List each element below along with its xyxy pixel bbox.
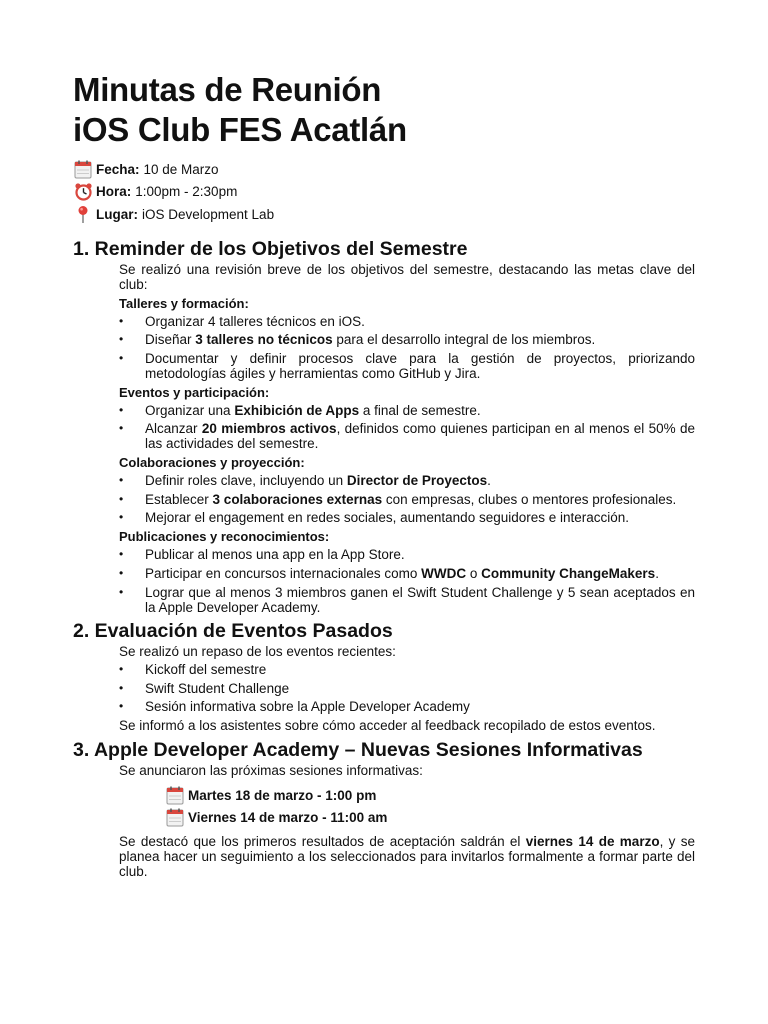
section-2-body [73,644,695,733]
meeting-details [73,158,695,226]
list-item: • Organizar una Exhibición de Apps a final de semestre. [119,403,695,418]
time-label: Hora: [96,184,132,200]
place-label: Lugar: [96,206,138,222]
calendar-icon [165,785,185,805]
list-item: • Documentar y definir procesos clave para la gestión de proyectos, priorizando metodologías ágiles y herramientas como GitHub y Jira. [119,351,695,381]
sessions-list [73,784,695,828]
list-item: • Participar en concursos internacionales como WWDC o Community ChangeMakers. [119,566,695,581]
list-item: • Diseñar 3 talleres no técnicos para el desarrollo integral de los miembros. [119,332,695,347]
section-2-intro: Se realizó un repaso de los eventos recientes: [119,644,396,660]
list-item: • Swift Student Challenge [119,681,695,696]
date-row [73,158,695,181]
calendar-icon [73,159,93,179]
list-item: • Organizar 4 talleres técnicos en iOS. [119,314,695,329]
time-value: 1:00pm - 2:30pm [135,184,238,200]
list-item: • Establecer 3 colaboraciones externas con empresas, clubes o mentores profesionales. [119,492,695,507]
section-past-events [73,618,695,733]
list-item: • Mejorar el engagement en redes sociales, aumentando seguidores e interacción. [119,510,695,525]
list-item: • Sesión informativa sobre la Apple Developer Academy [119,699,695,714]
group-talleres-title: Talleres y formación: [119,295,249,311]
time-row [73,181,695,204]
place-row [73,203,695,226]
title-line-1: Minutas de Reunión [73,71,382,108]
group-publicaciones-list [119,547,695,614]
group-colaboraciones-list [119,473,695,525]
group-talleres-list [119,314,695,381]
group-eventos-list [119,403,695,452]
alarm-clock-icon [73,182,93,202]
section-3-body-outro [73,834,695,879]
list-item: • Lograr que al menos 3 miembros ganen el Swift Student Challenge y 5 sean aceptados en la Apple Developer Academy. [119,585,695,615]
section-2-heading: 2. Evaluación de Eventos Pasados [73,620,393,643]
section-1-heading: 1. Reminder de los Objetivos del Semestre [73,237,468,260]
section-3-outro: Se destacó que los primeros resultados de aceptación saldrán el viernes 14 de marzo, y se planea hacer un seguimiento a los seleccionados para invitarlos formalmente a formar parte del club. [119,834,695,880]
group-publicaciones-title: Publicaciones y reconocimientos: [119,529,330,545]
past-events-list [119,662,695,714]
list-item: • Definir roles clave, incluyendo un Director de Proyectos. [119,473,695,488]
section-2-outro: Se informó a los asistentes sobre cómo acceder al feedback recopilado de estos eventos. [119,718,656,734]
group-colaboraciones-title: Colaboraciones y proyección: [119,455,305,471]
calendar-icon [165,807,185,827]
section-3-body-intro [73,763,695,778]
session-item [119,806,695,828]
pin-icon [73,204,93,224]
section-academy-sessions [73,737,695,879]
date-label: Fecha: [96,161,140,177]
list-item: • Alcanzar 20 miembros activos, definidos como quienes participan en al menos el 50% de las actividades del semestre. [119,421,695,451]
session-text: Viernes 14 de marzo - 11:00 am [188,809,388,825]
session-text: Martes 18 de marzo - 1:00 pm [188,787,377,803]
place-value: iOS Development Lab [142,206,275,222]
title-line-2: iOS Club FES Acatlán [73,111,407,148]
group-eventos-title: Eventos y participación: [119,384,270,400]
session-item [119,784,695,806]
section-objectives [73,236,695,615]
section-1-intro: Se realizó una revisión breve de los objetivos del semestre, destacando las metas clave del club: [119,261,695,292]
list-item: • Kickoff del semestre [119,662,695,677]
list-item: • Publicar al menos una app en la App Store. [119,547,695,562]
section-3-intro: Se anunciaron las próximas sesiones informativas: [119,763,423,779]
section-1-body [73,262,695,615]
date-value: 10 de Marzo [143,161,219,177]
page-title [73,70,695,150]
section-3-heading: 3. Apple Developer Academy – Nuevas Sesiones Informativas [73,739,643,762]
